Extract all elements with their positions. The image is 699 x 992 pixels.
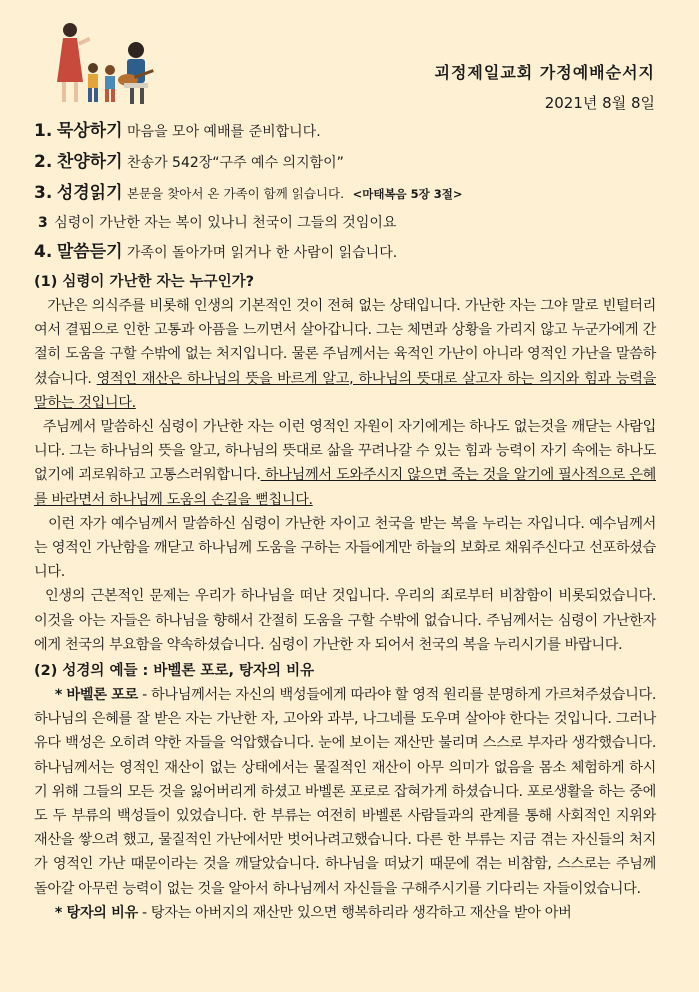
step-title: 말씀듣기: [56, 242, 123, 262]
step-title: 성경읽기: [56, 183, 123, 203]
section-2-paragraph-1: * 바벨론 포로 - 하나님께서는 자신의 백성들에게 따라야 할 영적 원리를 분명하게 가르쳐주셨습니다. 하나님의 은혜를 잘 받은 자는 가난한 자, 고아와 과부, 나그네를 도우며 살아야 한다는 것입니다. 그러나 유다 백성은 오히려 약한 자들을 억압했습니다. 눈에 보이는 재산만 불리며 스스로 부자라 생각했습니다. 하나님께서는 영적인 재산이 없는 상태에서는 물질적인 재산이 아무 의미가 없음을 몸소 체험하게 하시기 위해 그들의 모든 것을 잃어버리게 하셨고 바벨론 포로로 잡혀가게 하셨습니다. 포로생활을 하는 중에도 두 부류의 백성들이 있었습니다. 한 부류는 여전히 바벨론 사람들과의 관계를 통해 사회적인 지위와 재산을 쌓으려 했고, 물질적인 가난에서만 벗어나려고했습니다. 다른 한 부류는 지금 겪는 자신들의 처지가 영적인 가난 때문이라는 것을 깨달았습니다. 하나님을 떠났기 때문에 겪는 비참함, 스스로는 주님께 돌아갈 아무런 능력이 없는 것을 알아서 하나님께서 자신들을 구해주시기를 기다리는 자들이었습니다.: [34, 687, 656, 897]
example-label: * 탕자의 비유: [54, 904, 138, 921]
section-1-paragraph-1: 가난은 의식주를 비롯해 인생의 기본적인 것이 전혀 없는 상태입니다. 가난한 자는 그야 말로 빈털터리여서 결핍으로 인한 고통과 아픔을 느끼면서 살아갑니다. 그는 체면과 상황을 가리지 않고 누군가에게 간절히 도움을 구할 수밖에 없는 처지입니다. 물론 주님께서는 육적인 가난이 아니라 영적인 가난을 말씀하셨습니다. 영적인 재산은 하나님의 뜻을 바르게 알고, 하나님의 뜻대로 살고자 하는 의지와 힘과 능력을 말하는 것입니다.: [34, 298, 656, 411]
step-praise: [34, 149, 656, 176]
step-scripture-reading: [34, 180, 656, 207]
scripture-reference: <마태복음 5장 3절>: [352, 187, 463, 201]
service-date: 2021년 8월 8일: [544, 94, 655, 112]
scripture-verse: [38, 211, 656, 235]
step-number: 2.: [34, 152, 53, 172]
step-title: 찬양하기: [56, 152, 123, 172]
verse-number: 3: [38, 215, 48, 231]
section-1-paragraph-3: 이런 자가 예수님께서 말씀하신 심령이 가난한 자이고 천국을 받는 복을 누리는 자입니다. 예수님께서는 영적인 가난함을 깨닫고 하나님께 도움을 구하는 자들에게만 하늘의 보화로 채워주신다고 선포하셨습니다.: [34, 515, 656, 581]
step-number: 4.: [34, 242, 53, 262]
step-description: 찬송가 542장“구주 예수 의지함이”: [127, 155, 344, 171]
section-1-heading: (1) 심령이 가난한 자는 누구인가?: [34, 274, 255, 290]
section-2-heading: (2) 성경의 예들 : 바벨론 포로, 탕자의 비유: [34, 663, 315, 680]
example-label: * 바벨론 포로: [54, 687, 138, 704]
underlined-text: 영적인 재산은 하나님의 뜻을 바르게 알고, 하나님의 뜻대로 살고자 하는 의지와 힘과 능력을 말하는 것입니다.: [34, 370, 656, 411]
family-illustration: [48, 20, 158, 110]
step-description: 본문을 찾아서 온 가족이 함께 읽습니다.: [127, 186, 345, 201]
section-1-paragraph-2: 주님께서 말씀하신 심령이 가난한 자는 이런 영적인 자원이 자기에게는 하나도 없는것을 깨닫는 사람입니다. 그는 하나님의 뜻을 알고, 하나님의 뜻대로 삶을 꾸려나갈 수 있는 힘과 능력이 자기 속에는 하나도 없기에 괴로워하고 고통스러워합니다. 하나님께서 도와주시지 않으면 죽는 것을 알기에 필사적으로 은혜를 바라면서 하나님께 도움의 손길을 뻗칩니다.: [34, 419, 656, 508]
step-meditation: [34, 118, 656, 145]
step-description: 마음을 모아 예배를 준비합니다.: [127, 124, 321, 140]
section-1-paragraph-4: 인생의 근본적인 문제는 우리가 하나님을 떠난 것입니다. 우리의 죄로부터 비참함이 비롯되었습니다. 이것을 아는 자들은 하나님을 향해서 간절히 도움을 구할 수밖에 없습니다. 주님께서는 심령이 가난한자에게 천국의 부요함을 약속하셨습니다. 심령이 가난한 자 되어서 천국의 복을 누리시기를 바랍니다.: [34, 588, 657, 653]
church-title: 괴정제일교회 가정예배순서지: [434, 63, 655, 82]
step-description: 가족이 돌아가며 읽거나 한 사람이 읽습니다.: [127, 245, 398, 261]
section-2-paragraph-2: * 탕자의 비유 - 탕자는 아버지의 재산만 있으면 행복하리라 생각하고 재산을 받아 아버: [54, 904, 572, 921]
step-title: 묵상하기: [56, 121, 123, 141]
step-number: 3.: [34, 183, 53, 203]
step-sermon: [34, 239, 656, 266]
worship-order-content: [34, 118, 656, 925]
step-number: 1.: [34, 121, 53, 141]
verse-text: 심령이 가난한 자는 복이 있나니 천국이 그들의 것임이요: [54, 215, 397, 231]
underlined-text: 하나님께서 도와주시지 않으면 죽는 것을 알기에 필사적으로 은혜를 바라면서 하나님께 도움의 손길을 뻗칩니다.: [34, 467, 656, 508]
